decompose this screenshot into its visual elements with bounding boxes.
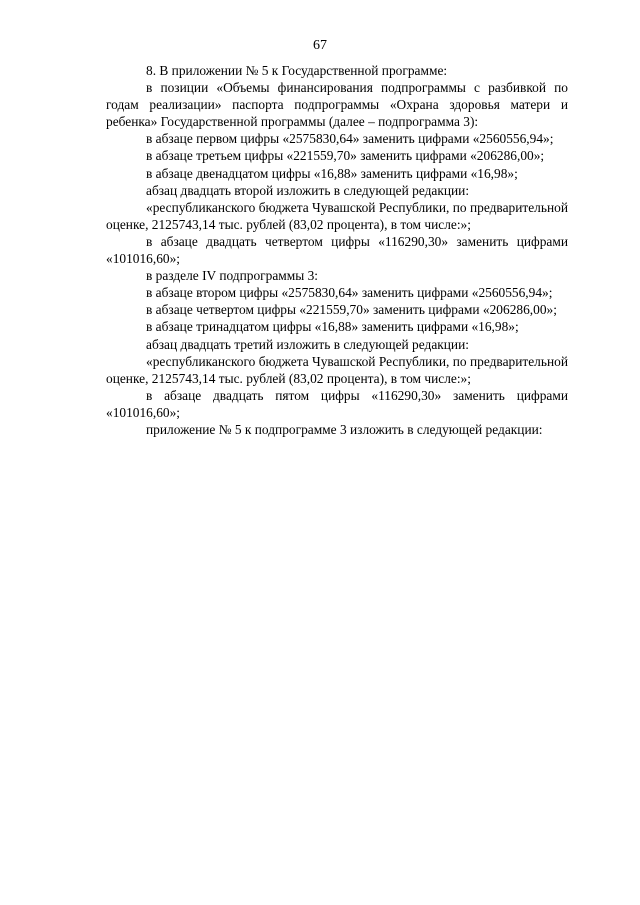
paragraph: в разделе IV подпрограммы 3: xyxy=(146,268,319,284)
paragraph: в абзаце двадцать четвертом цифры «116290,30» заменить цифрами «101016,60»; xyxy=(106,233,568,267)
paragraph: в позиции «Объемы финансирования подпрограммы с разбивкой по годам реализации» паспорта подпрограммы «Охрана здоровья матери и ребенка» Государственной программы (далее – подпрограмма 3): xyxy=(106,80,568,130)
paragraph: в абзаце четвертом цифры «221559,70» заменить цифрами «206286,00»; xyxy=(146,302,557,318)
paragraph: абзац двадцать второй изложить в следующей редакции: xyxy=(146,182,470,198)
paragraph: в абзаце втором цифры «2575830,64» заменить цифрами «2560556,94»; xyxy=(146,285,553,301)
paragraph: абзац двадцать третий изложить в следующей редакции: xyxy=(146,336,469,352)
paragraph: «республиканского бюджета Чувашской Республики, по предварительной оценке, 2125743,14 тыс. рублей (83,02 процента), в том числе:»; xyxy=(106,353,568,386)
paragraph: в абзаце двадцать пятом цифры «116290,30» заменить цифрами «101016,60»; xyxy=(106,387,568,420)
paragraph: в абзаце третьем цифры «221559,70» заменить цифрами «206286,00»; xyxy=(146,148,545,164)
document-body xyxy=(106,62,568,438)
paragraph: «республиканского бюджета Чувашской Республики, по предварительной оценке, 2125743,14 тыс. рублей (83,02 процента), в том числе:»; xyxy=(106,199,568,232)
paragraph: в абзаце первом цифры «2575830,64» заменить цифрами «2560556,94»; xyxy=(146,131,554,147)
paragraph: приложение № 5 к подпрограмме 3 изложить в следующей редакции: xyxy=(146,421,543,437)
paragraph: в абзаце двенадцатом цифры «16,88» заменить цифрами «16,98»; xyxy=(146,165,518,181)
paragraph: 8. В приложении № 5 к Государственной программе: xyxy=(146,63,448,78)
page-number: 67 xyxy=(313,38,327,53)
paragraph: в абзаце тринадцатом цифры «16,88» заменить цифрами «16,98»; xyxy=(146,319,519,335)
